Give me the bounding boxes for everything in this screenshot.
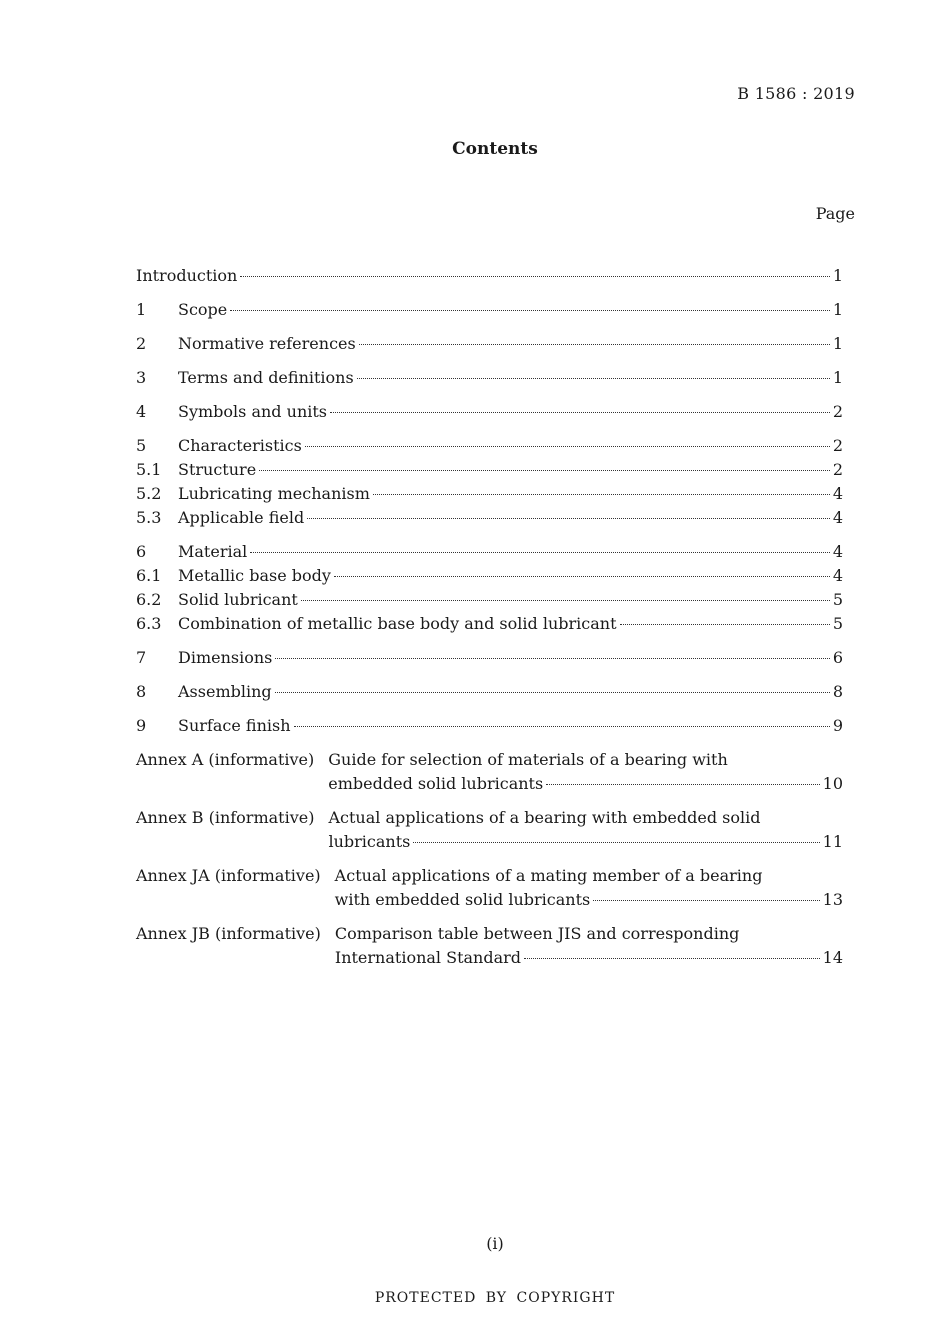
annex-title-line1: Guide for selection of materials of a bearing with	[328, 750, 728, 769]
toc-label: Scope	[178, 300, 228, 319]
dot-leader	[413, 842, 819, 843]
annex-label: Annex JA (informative)	[136, 866, 321, 885]
dot-leader	[373, 494, 830, 495]
page-number: (i)	[486, 1234, 504, 1253]
toc-number: 3	[136, 368, 147, 387]
toc-page: 1	[832, 368, 843, 387]
toc-entry-lubricating-mechanism[interactable]	[136, 482, 843, 506]
toc-page: 2	[832, 436, 843, 455]
toc-label: Introduction	[136, 266, 238, 285]
toc-entry-assembling[interactable]	[136, 680, 843, 704]
dot-leader	[301, 600, 830, 601]
toc-label: Combination of metallic base body and solid lubricant	[178, 614, 617, 633]
toc-entry-solid-lubricant[interactable]	[136, 588, 843, 612]
toc-entry-structure[interactable]	[136, 458, 843, 482]
contents-title: Contents	[452, 139, 538, 159]
toc-label: Assembling	[178, 682, 272, 701]
toc-page: 11	[822, 832, 843, 851]
toc-entry-annex-ja[interactable]	[136, 864, 843, 912]
toc-entry-scope[interactable]	[136, 298, 843, 322]
toc-number: 2	[136, 334, 147, 353]
toc-entry-introduction[interactable]	[136, 264, 843, 288]
dot-leader	[359, 344, 830, 345]
toc-page: 4	[832, 508, 843, 527]
standard-id: B 1586 : 2019	[737, 84, 855, 103]
dot-leader	[334, 576, 830, 577]
toc-number: 6.2	[136, 590, 162, 609]
toc-number: 4	[136, 402, 147, 421]
table-of-contents	[136, 264, 843, 970]
toc-page: 1	[832, 334, 843, 353]
dot-leader	[307, 518, 830, 519]
toc-label: Normative references	[178, 334, 356, 353]
toc-label: Material	[178, 542, 248, 561]
toc-label: Terms and definitions	[178, 368, 354, 387]
toc-number: 6.1	[136, 566, 162, 585]
annex-label: Annex JB (informative)	[136, 924, 321, 943]
dot-leader	[294, 726, 830, 727]
annex-label: Annex B (informative)	[136, 808, 315, 827]
annex-title-line1: Actual applications of a bearing with embedded solid	[328, 808, 761, 827]
toc-page: 2	[832, 460, 843, 479]
toc-entry-dimensions[interactable]	[136, 646, 843, 670]
dot-leader	[230, 310, 830, 311]
annex-title-line2: embedded solid lubricants	[328, 774, 544, 793]
toc-number: 8	[136, 682, 147, 701]
toc-label: Metallic base body	[178, 566, 331, 585]
toc-entry-material[interactable]	[136, 540, 843, 564]
annex-title-line2: International Standard	[334, 948, 522, 967]
toc-entry-combination[interactable]	[136, 612, 843, 636]
toc-label: Symbols and units	[178, 402, 327, 421]
dot-leader	[275, 658, 829, 659]
toc-page: 5	[832, 614, 843, 633]
toc-label: Solid lubricant	[178, 590, 298, 609]
dot-leader	[240, 276, 829, 277]
page-column-header: Page	[815, 204, 855, 223]
toc-number: 6	[136, 542, 147, 561]
toc-label: Applicable field	[178, 508, 305, 527]
toc-number: 6.3	[136, 614, 162, 633]
annex-label: Annex A (informative)	[136, 750, 315, 769]
toc-page: 5	[832, 590, 843, 609]
toc-page: 10	[822, 774, 843, 793]
dot-leader	[524, 958, 820, 959]
toc-entry-characteristics[interactable]	[136, 434, 843, 458]
toc-page: 9	[832, 716, 843, 735]
toc-page: 2	[832, 402, 843, 421]
toc-number: 1	[136, 300, 147, 319]
toc-page: 13	[822, 890, 843, 909]
toc-page: 1	[832, 300, 843, 319]
toc-number: 5.1	[136, 460, 162, 479]
toc-label: Lubricating mechanism	[178, 484, 370, 503]
toc-page: 8	[832, 682, 843, 701]
toc-number: 9	[136, 716, 147, 735]
toc-entry-applicable-field[interactable]	[136, 506, 843, 530]
toc-number: 7	[136, 648, 147, 667]
annex-title-line2: with embedded solid lubricants	[334, 890, 591, 909]
toc-number: 5.3	[136, 508, 162, 527]
toc-entry-symbols-units[interactable]	[136, 400, 843, 424]
toc-entry-surface-finish[interactable]	[136, 714, 843, 738]
dot-leader	[250, 552, 830, 553]
annex-title-line1: Actual applications of a mating member of a bearing	[334, 866, 763, 885]
dot-leader	[330, 412, 830, 413]
toc-number: 5.2	[136, 484, 162, 503]
dot-leader	[357, 378, 830, 379]
copyright-notice: PROTECTED BY COPYRIGHT	[374, 1290, 616, 1306]
toc-page: 1	[832, 266, 843, 285]
dot-leader	[305, 446, 830, 447]
toc-page: 14	[822, 948, 843, 967]
dot-leader	[593, 900, 819, 901]
toc-page: 4	[832, 542, 843, 561]
toc-label: Surface finish	[178, 716, 291, 735]
toc-page: 4	[832, 484, 843, 503]
dot-leader	[275, 692, 830, 693]
toc-entry-normative-references[interactable]	[136, 332, 843, 356]
dot-leader	[546, 784, 819, 785]
annex-title-line1: Comparison table between JIS and corresponding	[334, 924, 740, 943]
toc-number: 5	[136, 436, 147, 455]
toc-entry-annex-jb[interactable]	[136, 922, 843, 970]
toc-label: Dimensions	[178, 648, 273, 667]
toc-page: 4	[832, 566, 843, 585]
toc-entry-annex-a[interactable]	[136, 748, 843, 796]
dot-leader	[620, 624, 830, 625]
dot-leader	[259, 470, 830, 471]
toc-label: Structure	[178, 460, 257, 479]
toc-entry-terms-definitions[interactable]	[136, 366, 843, 390]
toc-entry-annex-b[interactable]	[136, 806, 843, 854]
annex-title-line2: lubricants	[328, 832, 411, 851]
toc-entry-metallic-base-body[interactable]	[136, 564, 843, 588]
toc-page: 6	[832, 648, 843, 667]
toc-label: Characteristics	[178, 436, 302, 455]
